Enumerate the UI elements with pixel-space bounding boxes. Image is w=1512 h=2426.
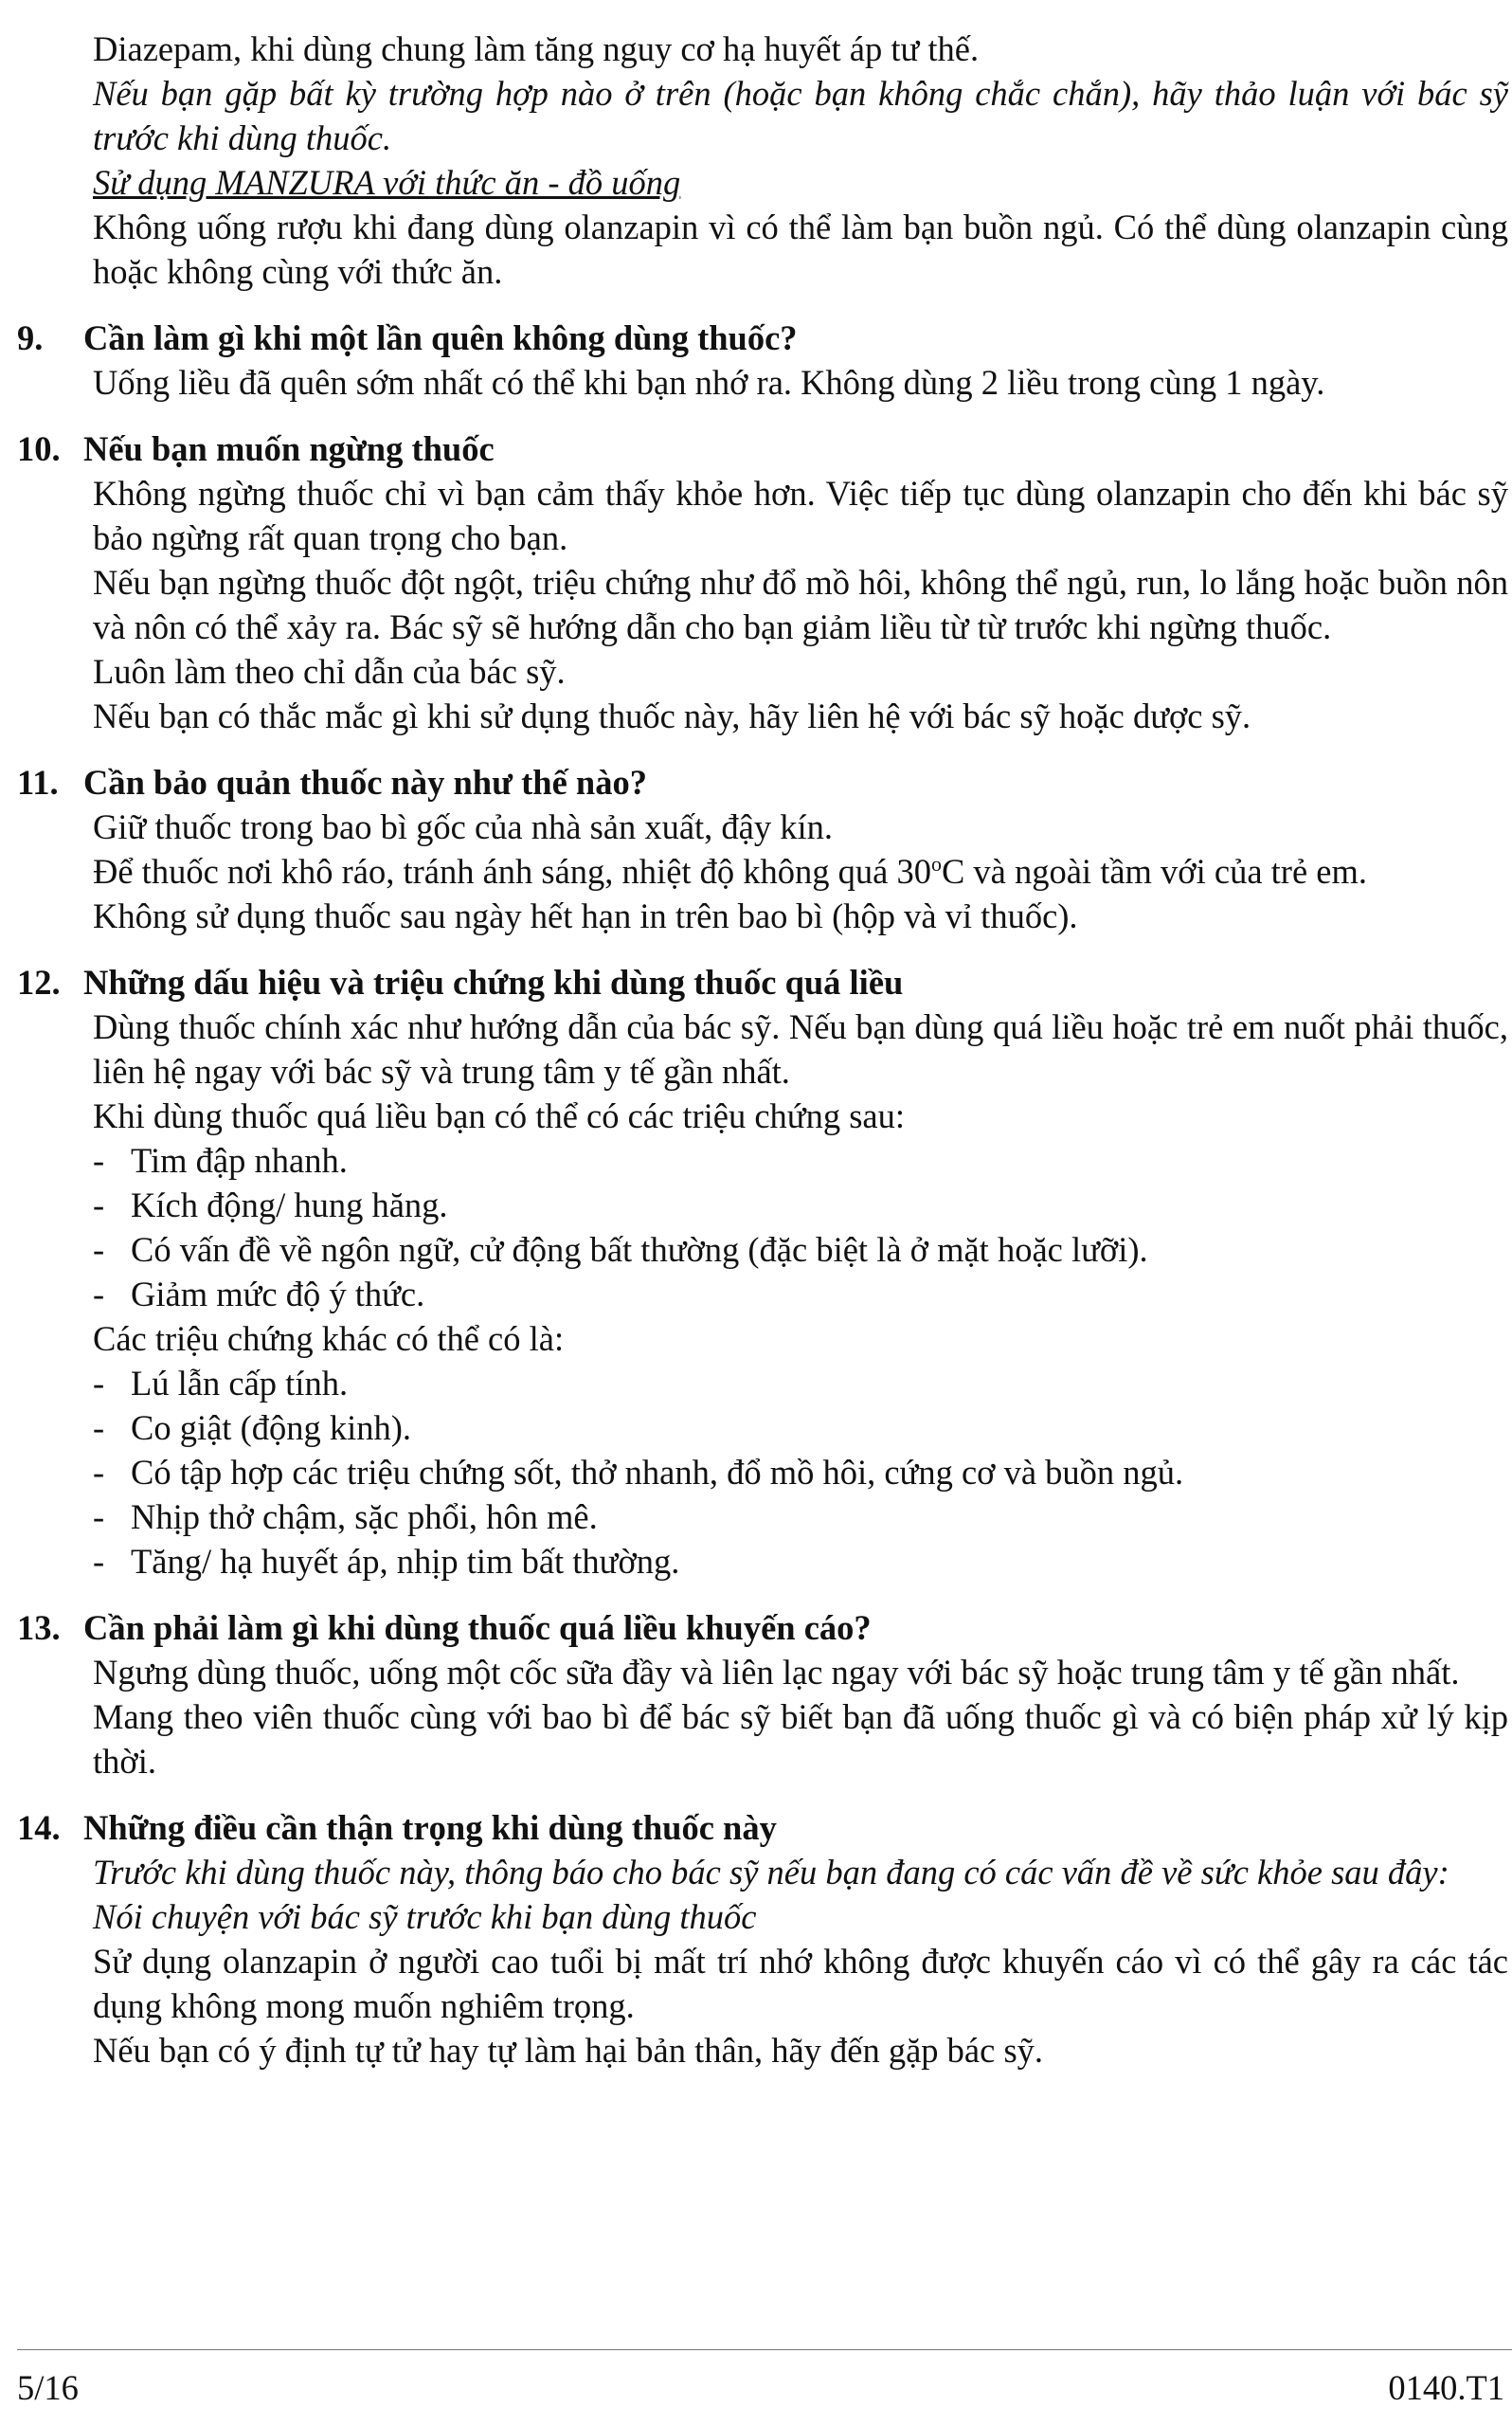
paragraph: Nếu bạn có thắc mắc gì khi sử dụng thuốc này, hãy liên hệ với bác sỹ hoặc dược sỹ. <box>93 697 1251 735</box>
section-11 <box>17 760 1512 938</box>
storage-paragraph <box>93 849 1508 894</box>
symptom-list-2 <box>17 1361 1512 1584</box>
paragraph: Sử dụng olanzapin ở người cao tuổi bị mất trí nhớ không được khuyến cáo vì có thể gây ra các tác dụng không mong muốn nghiêm trọng. <box>93 1942 1508 2025</box>
section-title: Cần phải làm gì khi dùng thuốc quá liều khuyến cáo? <box>83 1608 872 1647</box>
paragraph: Các triệu chứng khác có thể có là: <box>93 1319 565 1358</box>
paragraph: Nếu bạn có ý định tự tử hay tự làm hại bản thân, hãy đến gặp bác sỹ. <box>93 2031 1044 2070</box>
section-9-heading <box>17 316 1512 360</box>
food-heading: Sử dụng MANZURA với thức ăn - đồ uống <box>93 163 681 202</box>
section-title: Những điều cần thận trọng khi dùng thuốc này <box>83 1808 777 1847</box>
section-12-heading <box>17 960 1512 1005</box>
intro-block <box>17 27 1512 294</box>
paragraph: Không sử dụng thuốc sau ngày hết hạn in trên bao bì (hộp và vỉ thuốc). <box>93 896 1078 935</box>
list-item: - Lú lẫn cấp tính. <box>93 1364 349 1403</box>
list-item: - Có vấn đề về ngôn ngữ, cử động bất thường (đặc biệt là ở mặt hoặc lưỡi). <box>93 1230 1148 1269</box>
paragraph: Ngưng dùng thuốc, uống một cốc sữa đầy và liên lạc ngay với bác sỹ hoặc trung tâm y tế gần nhất. <box>93 1653 1460 1692</box>
paragraph: Trước khi dùng thuốc này, thông báo cho bác sỹ nếu bạn đang có các vấn đề về sức khỏe sau đây: <box>93 1853 1449 1892</box>
list-item: - Co giật (động kinh). <box>93 1408 412 1447</box>
food-text: Không uống rượu khi đang dùng olanzapin vì có thể làm bạn buồn ngủ. Có thể dùng olanzapin cùng hoặc không cùng với thức ăn. <box>93 208 1508 291</box>
section-10-heading <box>17 426 1512 471</box>
section-number: 9. <box>17 318 44 357</box>
paragraph: Nói chuyện với bác sỹ trước khi bạn dùng thuốc <box>93 1897 757 1936</box>
section-11-heading <box>17 760 1512 805</box>
section-10 <box>17 426 1512 738</box>
paragraph: Uống liều đã quên sớm nhất có thể khi bạn nhớ ra. Không dùng 2 liều trong cùng 1 ngày. <box>93 363 1325 402</box>
section-13 <box>17 1605 1512 1783</box>
paragraph: Nếu bạn ngừng thuốc đột ngột, triệu chứng như đổ mồ hôi, không thể ngủ, run, lo lắng hoặc buồn nôn và nôn có thể xảy ra. Bác sỹ sẽ hướng dẫn cho bạn giảm liều từ từ trước khi ngừng thuốc. <box>93 563 1508 646</box>
paragraph: Dùng thuốc chính xác như hướng dẫn của bác sỹ. Nếu bạn dùng quá liều hoặc trẻ em nuốt phải thuốc, liên hệ ngay với bác sỹ và trung tâm y tế gần nhất. <box>93 1007 1508 1091</box>
list-item: - Tăng/ hạ huyết áp, nhịp tim bất thường. <box>93 1542 680 1581</box>
section-12 <box>17 960 1512 1584</box>
intro-note: Nếu bạn gặp bất kỳ trường hợp nào ở trên (hoặc bạn không chắc chắn), hãy thảo luận với bác sỹ trước khi dùng thuốc. <box>93 74 1508 157</box>
section-title: Nếu bạn muốn ngừng thuốc <box>83 429 495 468</box>
paragraph: Giữ thuốc trong bao bì gốc của nhà sản xuất, đậy kín. <box>93 807 834 846</box>
list-item: - Giảm mức độ ý thức. <box>93 1275 425 1313</box>
section-number: 14. <box>17 1808 61 1847</box>
section-number: 11. <box>17 763 59 802</box>
section-14-heading <box>17 1805 1512 1850</box>
section-13-heading <box>17 1605 1512 1650</box>
symptom-list-1 <box>17 1138 1512 1316</box>
section-title: Cần bảo quản thuốc này như thế nào? <box>83 763 647 802</box>
list-item: - Tim đập nhanh. <box>93 1141 348 1180</box>
paragraph: Mang theo viên thuốc cùng với bao bì để bác sỹ biết bạn đã uống thuốc gì và có biện pháp xử lý kịp thời. <box>93 1697 1508 1781</box>
storage-text-end: C và ngoài tầm với của trẻ em. <box>941 852 1367 891</box>
document-page <box>17 27 1512 2073</box>
paragraph: Không ngừng thuốc chỉ vì bạn cảm thấy khỏe hơn. Việc tiếp tục dùng olanzapin cho đến khi bác sỹ bảo ngừng rất quan trọng cho bạn. <box>93 474 1508 557</box>
paragraph: Luôn làm theo chỉ dẫn của bác sỹ. <box>93 652 566 691</box>
list-item: - Có tập hợp các triệu chứng sốt, thở nhanh, đổ mồ hôi, cứng cơ và buồn ngủ. <box>93 1453 1184 1492</box>
section-9 <box>17 316 1512 405</box>
section-14 <box>17 1805 1512 2073</box>
section-title: Cần làm gì khi một lần quên không dùng thuốc? <box>83 318 798 357</box>
list-item: - Kích động/ hung hăng. <box>93 1186 448 1224</box>
section-number: 12. <box>17 963 61 1002</box>
section-number: 10. <box>17 429 61 468</box>
page-number: 5/16 <box>17 2368 79 2407</box>
paragraph: Khi dùng thuốc quá liều bạn có thể có các triệu chứng sau: <box>93 1096 905 1135</box>
document-code: 0140.T1 <box>1388 2368 1504 2407</box>
degree-sup: o <box>930 851 942 876</box>
section-number: 13. <box>17 1608 61 1647</box>
intro-line: Diazepam, khi dùng chung làm tăng nguy cơ hạ huyết áp tư thế. <box>93 29 980 68</box>
storage-text: Để thuốc nơi khô ráo, tránh ánh sáng, nhiệt độ không quá 30 <box>93 852 931 891</box>
section-title: Những dấu hiệu và triệu chứng khi dùng thuốc quá liều <box>83 963 904 1002</box>
list-item: - Nhịp thở chậm, sặc phổi, hôn mê. <box>93 1497 598 1536</box>
footer-divider <box>17 2349 1512 2350</box>
